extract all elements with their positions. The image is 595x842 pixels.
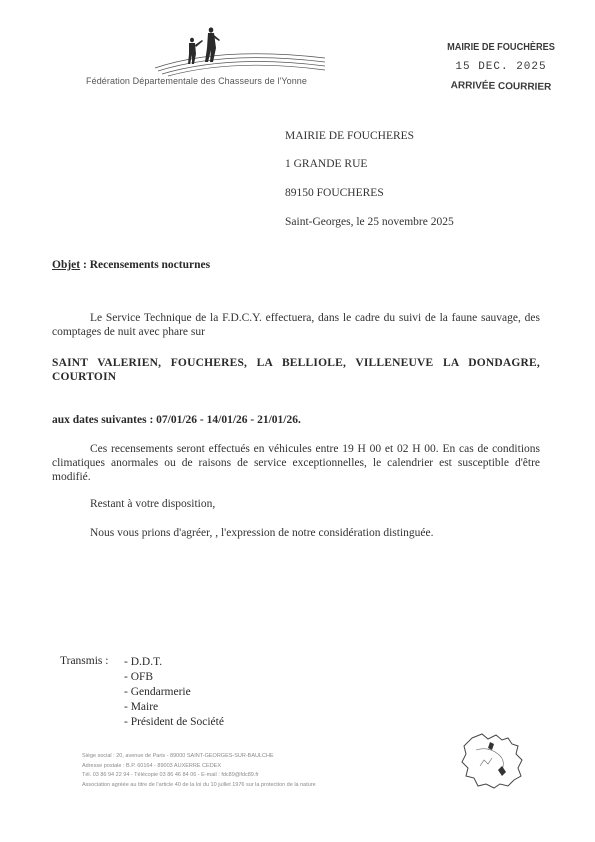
- transmis-label: Transmis :: [60, 655, 109, 667]
- footer-address: [82, 752, 382, 790]
- footer-line: Association agréée au titre de l'article 40 de la loi du 10 juillet 1976 sur la protection de la nature: [82, 781, 316, 788]
- stamp-mairie: MAIRIE DE FOUCHÈRES: [447, 42, 555, 53]
- stamp-arrivee: ARRIVÉE COURRIER: [450, 80, 552, 93]
- place-date: Saint-Georges, le 25 novembre 2025: [285, 216, 454, 228]
- footer-line: Adresse postale : B.P. 60164 - 89003 AUXERRE CEDEX: [82, 762, 222, 769]
- locations-list: SAINT VALERIEN, FOUCHERES, LA BELLIOLE, VILLENEUVE LA DONDAGRE, COURTOIN: [52, 357, 540, 383]
- dates-line: aux dates suivantes : 07/01/26 - 14/01/26 - 21/01/26.: [52, 414, 301, 426]
- footer-line: Siège social : 20, avenue de Paris - 89000 SAINT-GEORGES-SUR-BAULCHE: [82, 753, 274, 759]
- footer-line: Tél. 03 86 94 22 94 - Télécopie 03 86 46 84 06 - E-mail : fdc89@fdc89.fr: [82, 772, 259, 778]
- subject-line: [52, 259, 210, 271]
- reception-stamp: [436, 42, 566, 92]
- list-item: - OFB: [124, 671, 154, 683]
- transmis-list: [124, 655, 224, 730]
- yonne-map-icon: [458, 730, 528, 790]
- recipient-name: MAIRIE DE FOUCHERES: [285, 130, 415, 142]
- organization-name: Fédération Départementale des Chasseurs de l'Yonne: [86, 76, 308, 86]
- recipient-city: 89150 FOUCHERES: [285, 187, 384, 199]
- paragraph-conditions: Ces recensements seront effectués en véhicules entre 19 H 00 et 02 H 00. En cas de conditions climatiques anormales ou de raisons de service exceptionnelles, le calendrier est susceptible d'être modifié.: [52, 443, 540, 483]
- paragraph-closing: Nous vous prions d'agréer, , l'expression de notre considération distinguée.: [90, 527, 434, 539]
- list-item: - Président de Société: [124, 716, 224, 728]
- list-item: - Maire: [124, 701, 159, 713]
- recipient-street: 1 GRANDE RUE: [285, 158, 368, 170]
- stamp-date: 15 DEC. 2025: [455, 61, 547, 73]
- paragraph-intro: Le Service Technique de la F.D.C.Y. effectuera, dans le cadre du suivi de la faune sauvage, des comptages de nuit avec phare sur: [52, 312, 540, 338]
- subject-label: Objet: [52, 259, 81, 271]
- paragraph-disposition: Restant à votre disposition,: [90, 498, 216, 510]
- subject-text: : Recensements nocturnes: [80, 259, 211, 271]
- federation-logo: [150, 18, 330, 78]
- list-item: - D.D.T.: [124, 656, 163, 668]
- list-item: - Gendarmerie: [124, 686, 191, 698]
